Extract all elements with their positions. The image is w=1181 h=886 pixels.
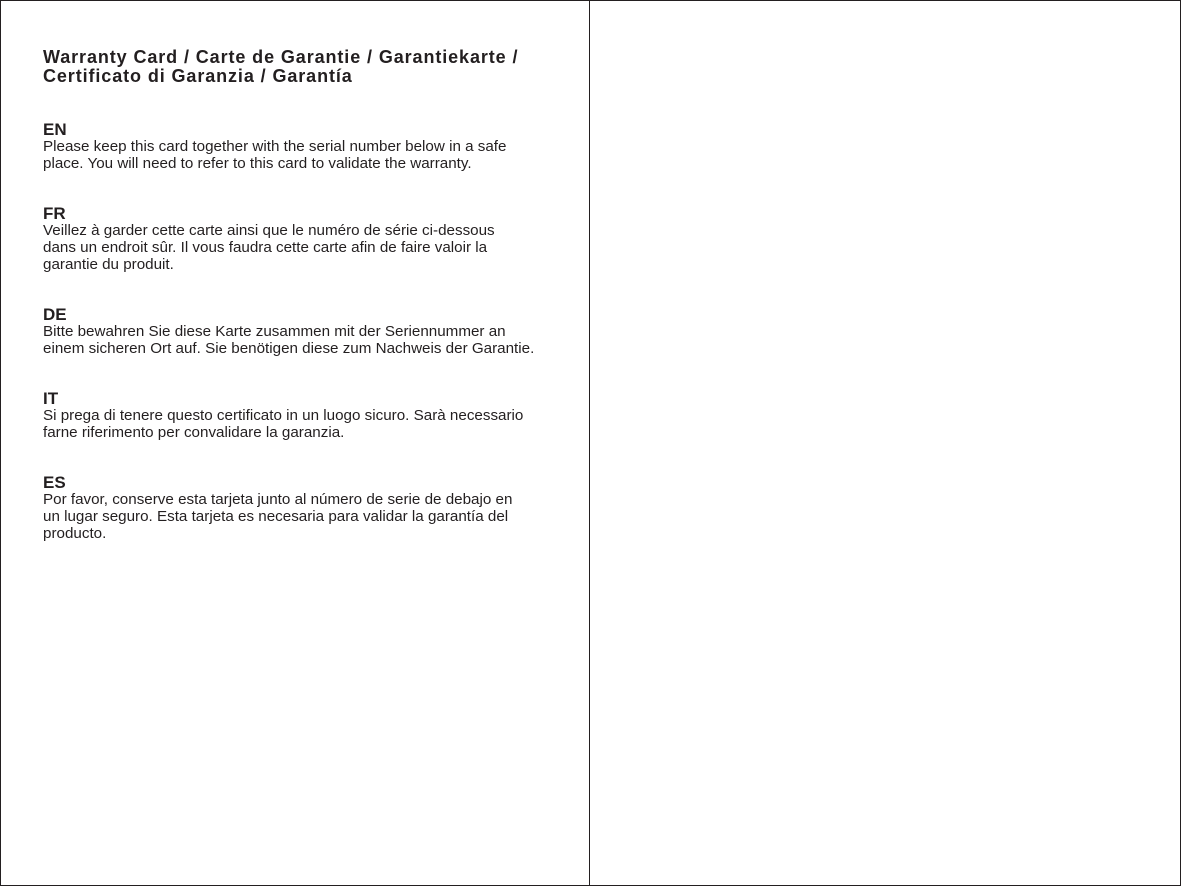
language-code-de: DE [43, 305, 67, 324]
card-title: Warranty Card / Carte de Garantie / Garantiekarte / Certificato di Garanzia / Garantía [43, 47, 519, 86]
instruction-text-de: Bitte bewahren Sie diese Karte zusammen mit der Seriennummer an einem sicheren Ort auf. Sie benötigen diese zum Nachweis der Garantie. [43, 323, 535, 357]
section-it [43, 390, 563, 441]
left-panel [43, 48, 563, 542]
language-code-fr: FR [43, 204, 66, 223]
section-de [43, 306, 563, 357]
language-code-es: ES [43, 473, 66, 492]
section-en [43, 121, 563, 172]
language-code-it: IT [43, 389, 59, 408]
right-panel-blank [590, 1, 1180, 885]
section-fr [43, 205, 563, 273]
language-code-en: EN [43, 120, 67, 139]
instruction-text-es: Por favor, conserve esta tarjeta junto al número de serie de debajo en un lugar seguro. Esta tarjeta es necesaria para validar la garantía del producto. [43, 491, 513, 542]
section-es [43, 474, 563, 542]
instruction-text-en: Please keep this card together with the serial number below in a safe place. You will need to refer to this card to validate the warranty. [43, 138, 507, 172]
instruction-text-fr: Veillez à garder cette carte ainsi que le numéro de série ci-dessous dans un endroit sûr. Il vous faudra cette carte afin de faire valoir la garantie du produit. [43, 222, 495, 273]
instruction-text-it: Si prega di tenere questo certificato in un luogo sicuro. Sarà necessario farne riferimento per convalidare la garanzia. [43, 407, 524, 441]
